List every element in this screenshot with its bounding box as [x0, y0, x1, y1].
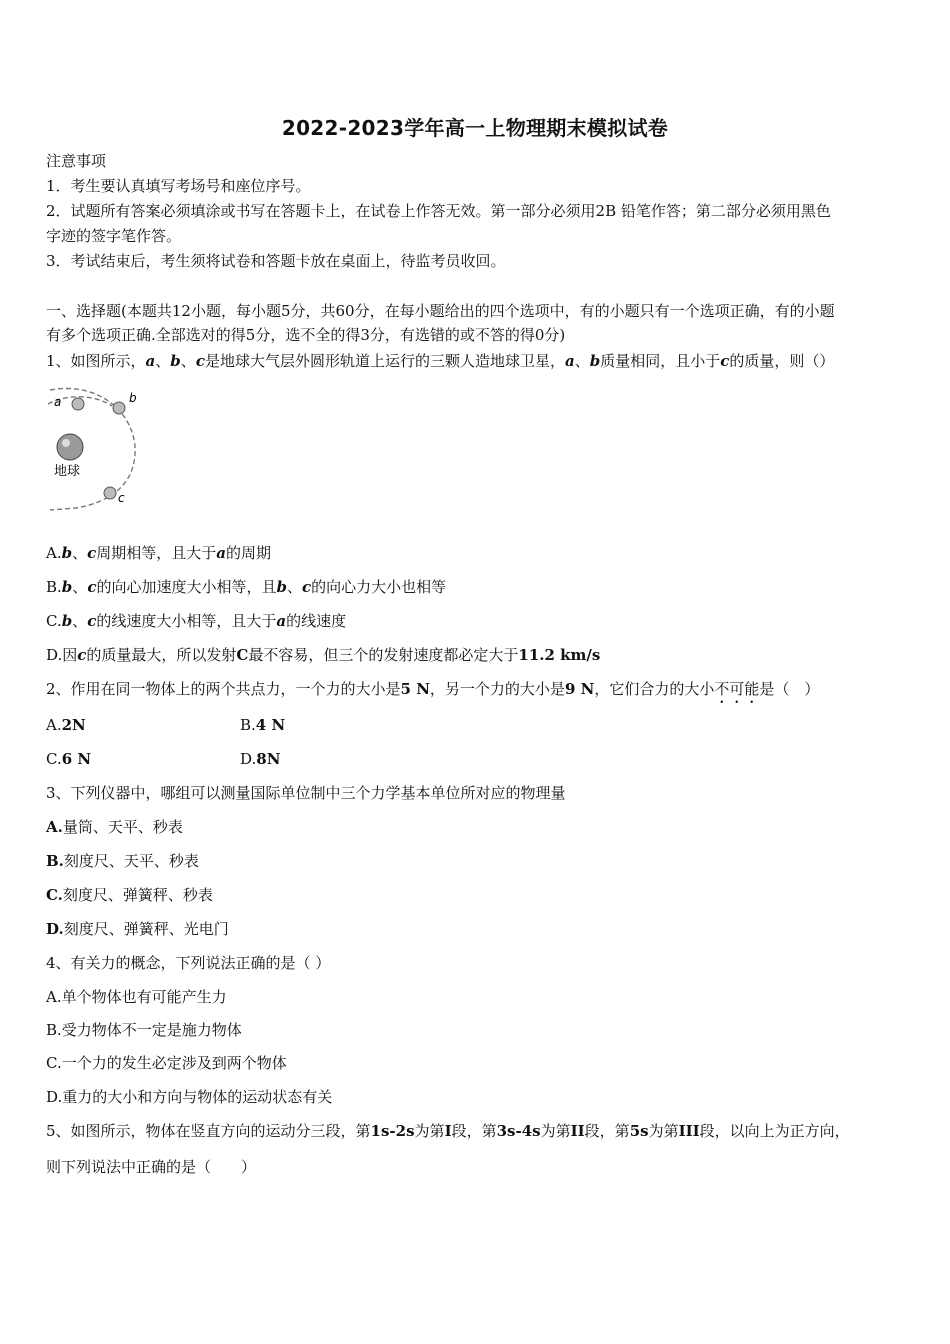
earth-icon [57, 434, 83, 460]
q3-option-a: A.量筒、天平、秒表 [46, 818, 183, 836]
notice-item-1: 1．考生要认真填写考场号和座位序号。 [46, 177, 311, 195]
q4-option-b: B.受力物体不一定是施力物体 [46, 1021, 242, 1039]
q2-option-d: D.8N [240, 750, 281, 768]
q1-option-c: C.b、c的线速度大小相等，且大于a的线速度 [46, 612, 347, 630]
q3-option-b: B.刻度尺、天平、秒表 [46, 852, 199, 870]
notice-heading: 注意事项 [46, 152, 107, 170]
q2-options-row-2 [46, 748, 906, 770]
notice-item-2-cont: 字迹的签字笔作答。 [46, 227, 182, 245]
label-c: c [118, 491, 125, 505]
question-5-stem-cont: 则下列说法中正确的是（ ） [46, 1158, 257, 1176]
q4-option-a: A.单个物体也有可能产生力 [46, 988, 227, 1006]
exam-title: 2022-2023学年高一上物理期末模拟试卷 [281, 116, 669, 140]
satellite-b-icon [113, 402, 125, 414]
section-1-intro-cont: 有多个选项正确.全部选对的得5分，选不全的得3分，有选错的或不答的得0分) [46, 326, 566, 344]
question-1-stem: 1、如图所示，a、b、c是地球大气层外圆形轨道上运行的三颗人造地球卫星，a、b质量相同，且小于c的质量，则（） [46, 352, 835, 370]
q1-option-d: D.因c的质量最大，所以发射C最不容易，但三个的发射速度都必定大于11.2 km/s [46, 646, 601, 664]
question-2-stem: 2、作用在同一物体上的两个共点力，一个力的大小是5 N，另一个力的大小是9 N，它们合力的大小不可能是（ ） [46, 680, 820, 698]
q1-option-b: B.b、c的向心加速度大小相等，且b、c的向心力大小也相等 [46, 578, 447, 596]
question-4-stem: 4、有关力的概念，下列说法正确的是（ ） [46, 954, 331, 972]
q4-option-c: C.一个力的发生必定涉及到两个物体 [46, 1054, 287, 1072]
section-1-intro: 一、选择题(本题共12小题，每小题5分，共60分，在每小题给出的四个选项中，有的小题只有一个选项正确，有的小题 [46, 302, 835, 320]
q4-option-d: D.重力的大小和方向与物体的运动状态有关 [46, 1088, 333, 1106]
label-earth: 地球 [54, 464, 81, 479]
satellite-orbit-figure [46, 382, 146, 512]
q1-option-a: A.b、c周期相等，且大于a的周期 [46, 544, 272, 562]
q2-options-row-1 [46, 714, 906, 736]
notice-item-2: 2．试题所有答案必须填涂或书写在答题卡上，在试卷上作答无效。第一部分必须用2B 铅笔作答；第二部分必须用黑色 [46, 202, 831, 220]
label-a: a [54, 395, 62, 409]
q2-option-c: C.6 N [46, 750, 92, 768]
q3-option-c: C.刻度尺、弹簧秤、秒表 [46, 886, 213, 904]
q2-option-a: A.2N [46, 716, 86, 734]
notice-item-3: 3．考试结束后，考生须将试卷和答题卡放在桌面上，待监考员收回。 [46, 252, 506, 270]
q2-option-b: B.4 N [240, 716, 286, 734]
question-3-stem: 3、下列仪器中，哪组可以测量国际单位制中三个力学基本单位所对应的物理量 [46, 784, 566, 802]
satellite-c-icon [104, 487, 116, 499]
satellite-a-icon [72, 398, 84, 410]
q3-option-d: D.刻度尺、弹簧秤、光电门 [46, 920, 229, 938]
label-b: b [129, 391, 137, 405]
question-5-stem: 5、如图所示，物体在竖直方向的运动分三段，第1s-2s为第I段，第3s-4s为第II段，第5s为第III段，以向上为正方向， [46, 1122, 850, 1140]
